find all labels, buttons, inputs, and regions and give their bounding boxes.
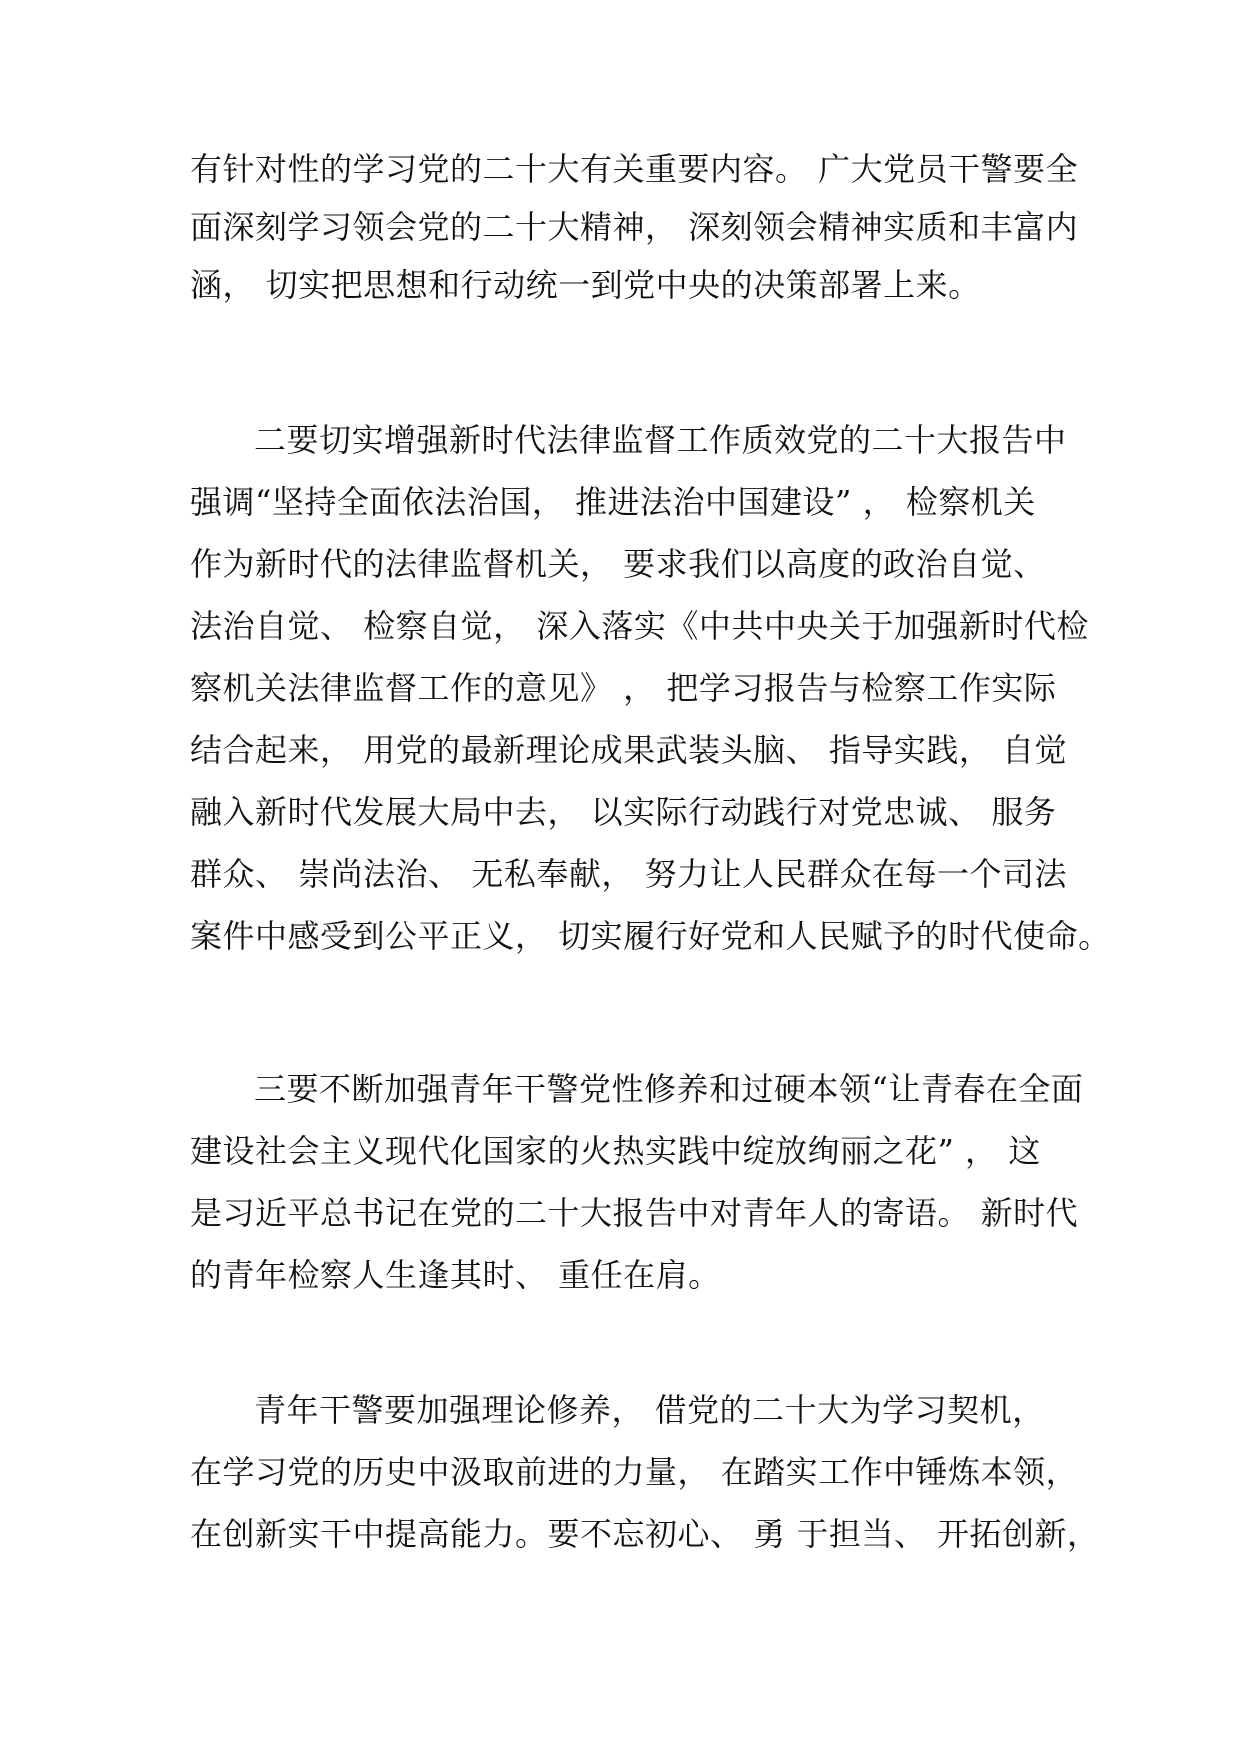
paragraph-3-line-1: 三要不断加强青年干警党性修养和过硬本领“让青春在全面 bbox=[254, 1070, 1084, 1108]
paragraph-4-line-1: 青年干警要加强理论修养， 借党的二十大为学习契机， bbox=[254, 1391, 1045, 1429]
paragraph-2-line-3: 作为新时代的法律监督机关， 要求我们以高度的政治自觉、 bbox=[190, 545, 1046, 583]
paragraph-2-line-2: 强调“坚持全面依法治国， 推进法治中国建设” ， 检察机关 bbox=[190, 483, 1036, 521]
paragraph-2-line-9: 案件中感受到公平正义， 切实履行好党和人民赋予的时代使命。 bbox=[190, 917, 1111, 955]
paragraph-1-line-1: 有针对性的学习党的二十大有关重要内容。 广大党员干警要全 bbox=[190, 150, 1079, 188]
paragraph-2-line-7: 融入新时代发展大局中去， 以实际行动践行对党忠诚、 服务 bbox=[190, 793, 1057, 831]
paragraph-3-line-3: 是习近平总书记在党的二十大报告中对青年人的寄语。 新时代 bbox=[190, 1194, 1079, 1232]
paragraph-4-line-3: 在创新实干中提高能力。要不忘初心、 勇 于担当、 开拓创新， bbox=[190, 1515, 1100, 1553]
paragraph-2-line-1: 二要切实增强新时代法律监督工作质效党的二十大报告中 bbox=[254, 421, 1067, 459]
paragraph-3-line-2: 建设社会主义现代化国家的火热实践中绽放绚丽之花” ， 这 bbox=[190, 1132, 1041, 1170]
paragraph-2-line-6: 结合起来， 用党的最新理论成果武装头脑、 指导实践， 自觉 bbox=[190, 731, 1068, 769]
paragraph-3-line-4: 的青年检察人生逢其时、 重任在肩。 bbox=[190, 1256, 721, 1294]
paragraph-1-line-2: 面深刻学习领会党的二十大精神， 深刻领会精神实质和丰富内 bbox=[190, 208, 1079, 246]
paragraph-2-line-4: 法治自觉、 检察自觉， 深入落实《中共中央关于加强新时代检 bbox=[190, 607, 1089, 645]
paragraph-1-line-3: 涵， 切实把思想和行动统一到党中央的决策部署上来。 bbox=[190, 266, 981, 304]
paragraph-2-line-5: 察机关法律监督工作的意见》 ， 把学习报告与检察工作实际 bbox=[190, 669, 1057, 707]
paragraph-4-line-2: 在学习党的历史中汲取前进的力量， 在踏实工作中锤炼本领， bbox=[190, 1453, 1079, 1491]
paragraph-2-line-8: 群众、 崇尚法治、 无私奉献， 努力让人民群众在每一个司法 bbox=[190, 855, 1068, 893]
